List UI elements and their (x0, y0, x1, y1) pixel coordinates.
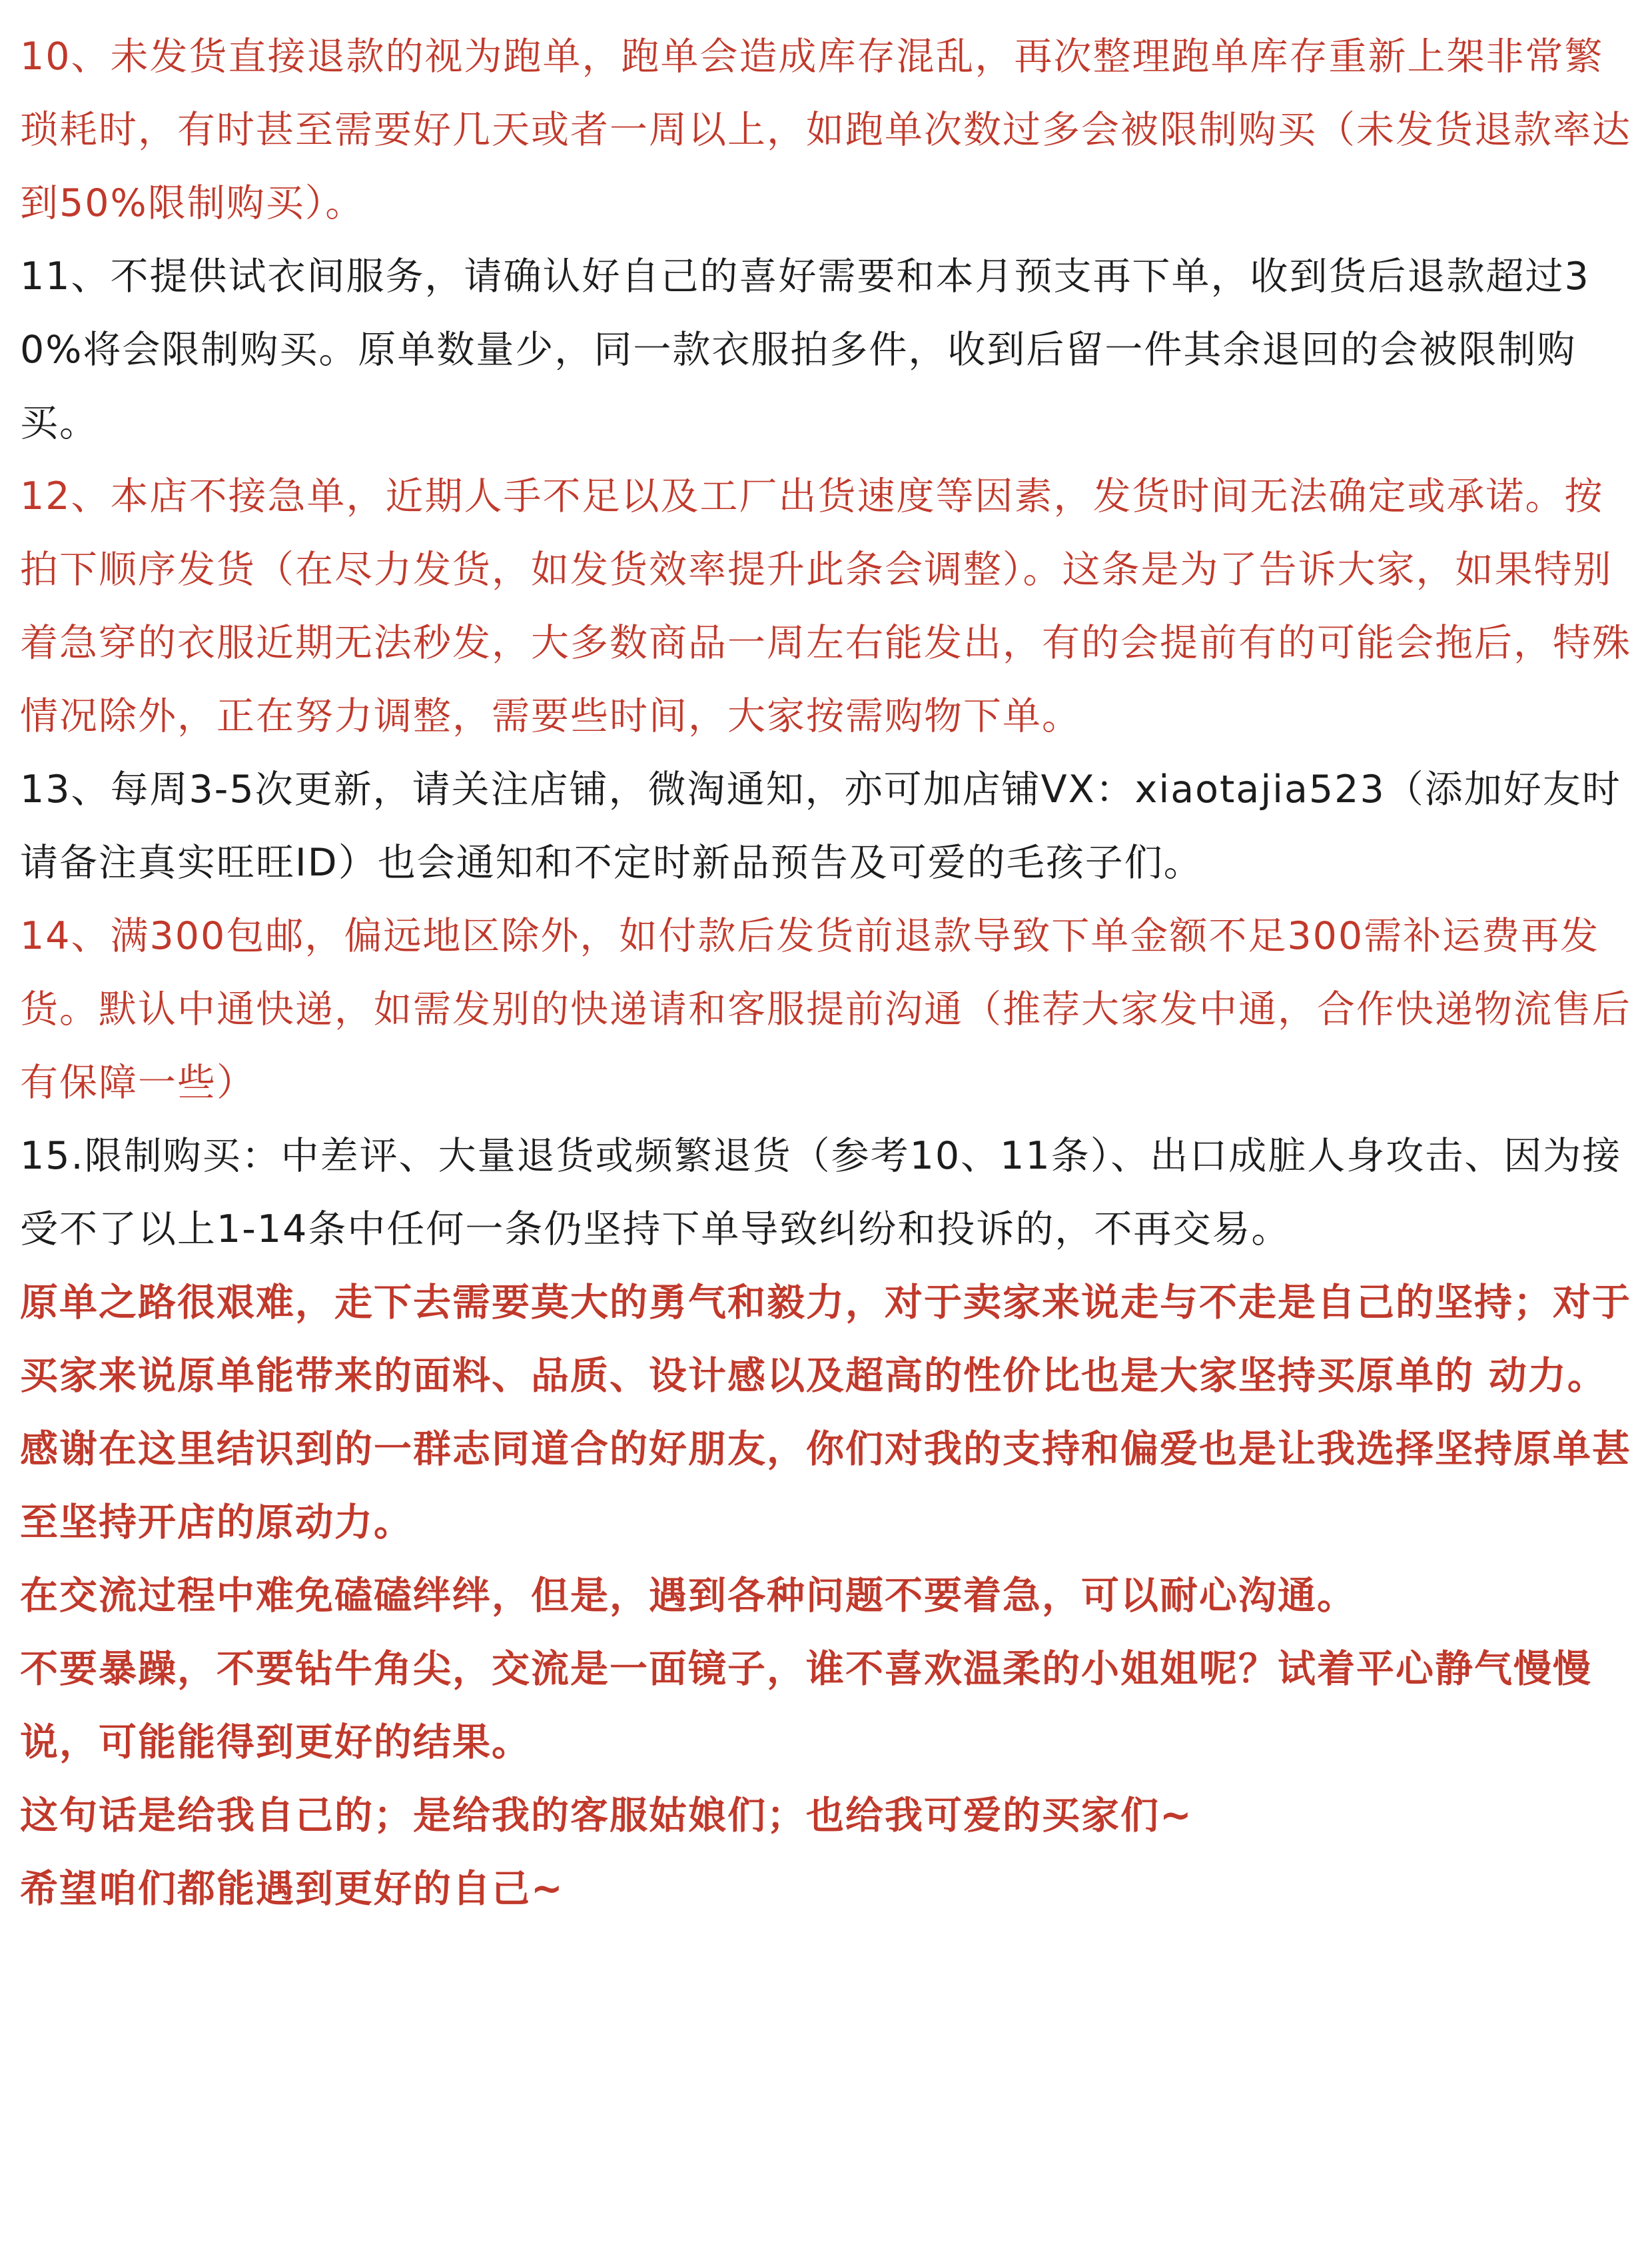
rule-10: 10、未发货直接退款的视为跑单，跑单会造成库存混乱，再次整理跑单库存重新上架非常繁琐耗时，有时甚至需要好几天或者一周以上，如跑单次数过多会被限制购买（未发货退款率达到50%限制购买）。 (20, 35, 1631, 225)
rule-11: 11、不提供试衣间服务，请确认好自己的喜好需要和本月预支再下单，收到货后退款超过30%将会限制购买。原单数量少，同一款衣服拍多件，收到后留一件其余退回的会被限制购买。 (20, 255, 1590, 445)
closing-paragraph-5: 这句话是给我自己的；是给我的客服姑娘们；也给我可爱的买家们~ (20, 1794, 1193, 1838)
rule-12: 12、本店不接急单，近期人手不足以及工厂出货速度等因素，发货时间无法确定或承诺。按拍下顺序发货（在尽力发货，如发货效率提升此条会调整）。这条是为了告诉大家，如果特别着急穿的衣服近期无法秒发，大多数商品一周左右能发出，有的会提前有的可能会拖后，特殊情况除外，正在努力调整，需要些时间，大家按需购物下单。 (20, 474, 1631, 738)
closing-paragraph-4: 不要暴躁，不要钻牛角尖，交流是一面镜子，谁不喜欢温柔的小姐姐呢？试着平心静气慢慢说，可能能得到更好的结果。 (20, 1647, 1592, 1764)
closing-paragraph-3: 在交流过程中难免磕磕绊绊，但是，遇到各种问题不要着急，可以耐心沟通。 (20, 1574, 1356, 1618)
rule-13: 13、每周3-5次更新，请关注店铺，微淘通知，亦可加店铺VX：xiaotajia523（添加好友时请备注真实旺旺ID）也会通知和不定时新品预告及可爱的毛孩子们。 (20, 768, 1621, 885)
rule-14: 14、满300包邮，偏远地区除外，如付款后发货前退款导致下单金额不足300需补运费再发货。默认中通快递，如需发别的快递请和客服提前沟通（推荐大家发中通，合作快递物流售后有保障一些） (20, 914, 1631, 1105)
closing-paragraph-1: 原单之路很艰难，走下去需要莫大的勇气和毅力，对于卖家来说走与不走是自己的坚持；对于买家来说原单能带来的面料、品质、设计感以及超高的性价比也是大家坚持买原单的 动力。 (20, 1281, 1631, 1398)
shop-policy-content (20, 20, 1632, 1926)
closing-paragraph-2: 感谢在这里结识到的一群志同道合的好朋友，你们对我的支持和偏爱也是让我选择坚持原单甚至坚持开店的原动力。 (20, 1427, 1631, 1544)
rule-15: 15.限制购买：中差评、大量退货或频繁退货（参考10、11条）、出口成脏人身攻击、因为接受不了以上1-14条中任何一条仍坚持下单导致纠纷和投诉的，不再交易。 (20, 1134, 1622, 1251)
closing-paragraph-6: 希望咱们都能遇到更好的自己~ (20, 1867, 564, 1911)
cropped-previous-line (21, 0, 621, 8)
